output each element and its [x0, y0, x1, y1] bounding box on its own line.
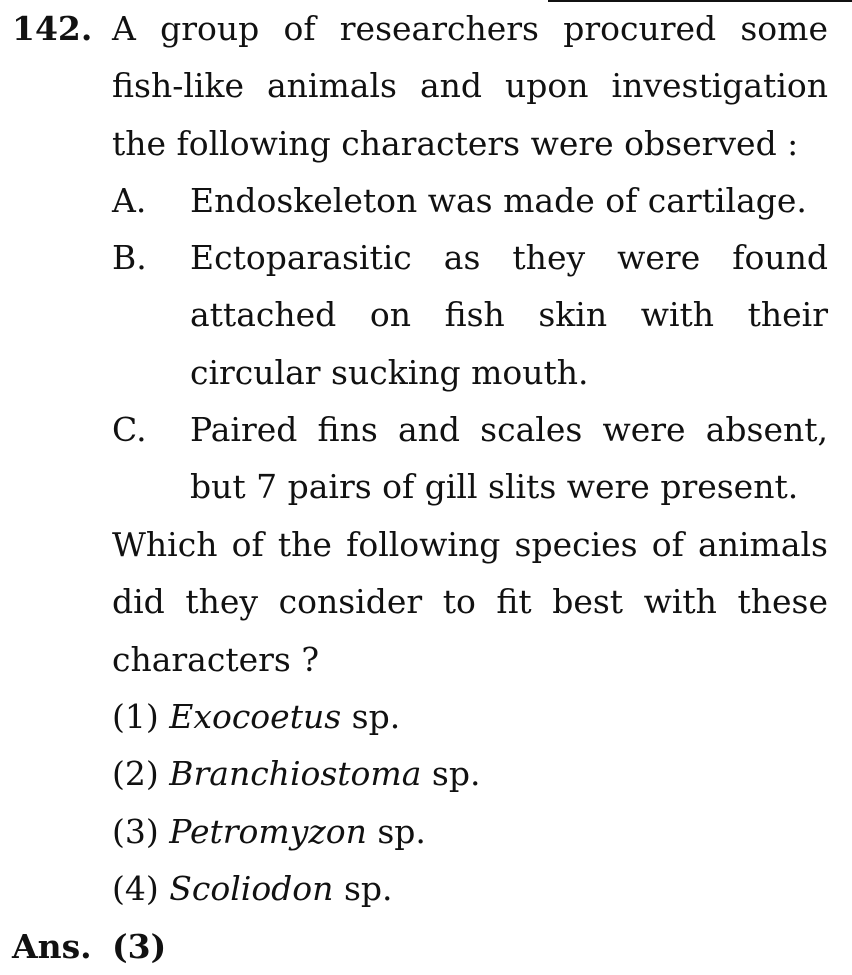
- question-number: 142.: [12, 9, 93, 48]
- choice-1-number: (1): [112, 697, 159, 736]
- observation-text-b: Ectoparasitic as they were found attached on fish skin with their circular sucking mouth.: [190, 238, 828, 392]
- question-prompt: Which of the following species of animals did they consider to fit best with these characters ?: [112, 525, 828, 679]
- choice-3-suffix: sp.: [377, 812, 426, 851]
- observation-letter-b: B.: [112, 238, 147, 277]
- choice-2-number: (2): [112, 754, 159, 793]
- observation-letter-a: A.: [112, 181, 147, 220]
- choice-3-number: (3): [112, 812, 159, 851]
- choice-2-suffix: sp.: [431, 754, 481, 793]
- observation-text-c: Paired fins and scales were absent, but 7 pairs of gill slits were present.: [190, 410, 828, 507]
- choice-2: [112, 745, 480, 802]
- question-stem: A group of researchers procured some fish-like animals and upon investigation the following characters were observed :: [112, 9, 828, 163]
- choice-4-number: (4): [112, 869, 159, 908]
- choice-4-genus: Scoliodon: [169, 869, 334, 908]
- answer-label: Ans.: [12, 927, 92, 966]
- choice-4: [112, 860, 393, 917]
- observation-letter-c: C.: [112, 410, 147, 449]
- choice-1-genus: Exocoetus: [169, 697, 342, 736]
- choice-2-genus: Branchiostoma: [169, 754, 422, 793]
- choice-1-suffix: sp.: [351, 697, 401, 736]
- observation-text-a: Endoskeleton was made of cartilage.: [190, 181, 807, 220]
- choice-1: [112, 688, 400, 745]
- choice-3-genus: Petromyzon: [169, 812, 367, 851]
- answer-value: (3): [112, 927, 167, 966]
- choice-4-suffix: sp.: [343, 869, 393, 908]
- choice-3: [112, 803, 426, 860]
